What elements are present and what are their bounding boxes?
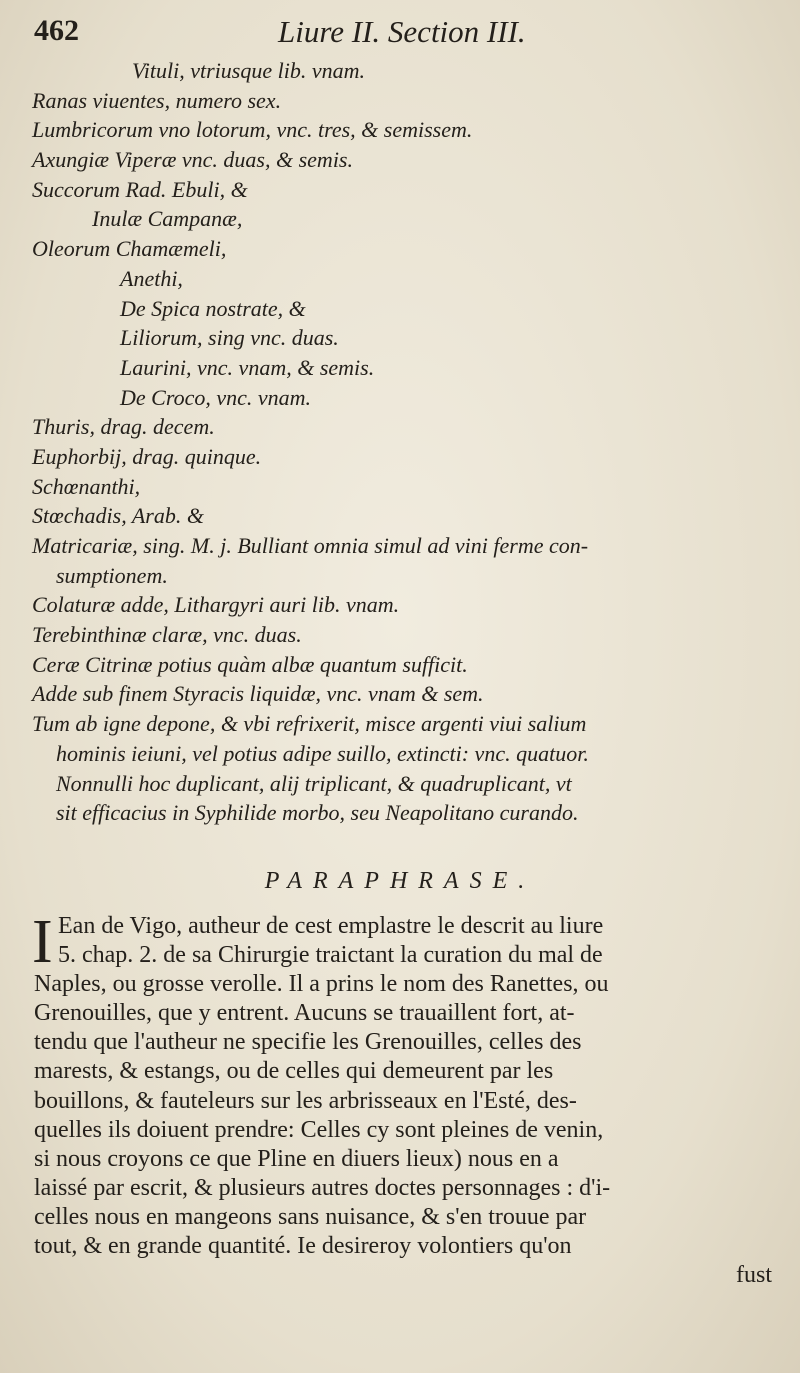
recipe-line: Thuris, drag. decem. [32, 414, 215, 440]
paragraph-line: celles nous en mangeons sans nuisance, & s'en trouue par [34, 1203, 587, 1230]
recipe-line: Matricariæ, sing. M. j. Bulliant omnia simul ad vini ferme con- [32, 533, 589, 558]
paragraph-line: Naples, ou grosse verolle. Il a prins le nom des Ranettes, ou [34, 971, 609, 998]
recipe-line: Oleorum Chamæmeli, [32, 236, 227, 262]
paraphrase-heading: PARAPHRASE. [264, 868, 536, 894]
recipe-line: sit efficacius in Syphilide morbo, seu Neapolitano curando. [56, 800, 579, 826]
paragraph-line: marests, & estangs, ou de celles qui demeurent par les [34, 1058, 554, 1085]
paragraph-line: bouillons, & fauteleurs sur les arbrisseaux en l'Esté, des- [34, 1087, 577, 1114]
recipe-line: Ceræ Citrinæ potius quàm albæ quantum sufficit. [32, 651, 468, 677]
recipe-line: De Croco, vnc. vnam. [120, 384, 312, 410]
recipe-line: Axungiæ Viperæ vnc. duas, & semis. [32, 147, 353, 173]
page-number: 462 [34, 14, 79, 47]
paragraph-line: quelles ils doiuent prendre: Celles cy sont pleines de venin, [34, 1116, 604, 1143]
recipe-line: Lumbricorum vno lotorum, vnc. tres, & semissem. [32, 117, 473, 143]
page-header [34, 14, 774, 54]
running-title: Liure II. Section III. [278, 14, 526, 49]
french-paragraph [32, 908, 790, 1290]
recipe-line: Laurini, vnc. vnam, & semis. [120, 354, 375, 380]
paragraph-line: si nous croyons ce que Pline en diuers lieux) nous en a [34, 1145, 559, 1172]
latin-recipe [32, 56, 792, 828]
recipe-line: Colaturæ adde, Lithargyri auri lib. vnam. [32, 592, 400, 618]
catchword: fust [736, 1262, 772, 1289]
recipe-line: Tum ab igne depone, & vbi refrixerit, misce argenti viui salium [32, 711, 587, 737]
recipe-line: Ranas viuentes, numero sex. [32, 87, 282, 113]
recipe-line: Vituli, vtriusque lib. vnam. [132, 58, 366, 83]
paragraph-line: tout, & en grande quantité. Ie desireroy volontiers qu'on [34, 1233, 572, 1260]
recipe-line: Liliorum, sing vnc. duas. [120, 325, 339, 351]
paragraph-line: Ean de Vigo, autheur de cest emplastre le descrit au liure [58, 913, 604, 939]
paragraph-line: tendu que l'autheur ne specifie les Grenouilles, celles des [34, 1029, 582, 1056]
recipe-line: Anethi, [120, 265, 183, 291]
drop-cap: I [32, 908, 53, 976]
paragraph-line: 5. chap. 2. de sa Chirurgie traictant la curation du mal de [58, 942, 603, 969]
recipe-line: Nonnulli hoc duplicant, alij triplicant, & quadruplicant, vt [56, 770, 572, 796]
recipe-line: Euphorbij, drag. quinque. [32, 443, 262, 469]
recipe-line: Terebinthinæ claræ, vnc. duas. [32, 622, 302, 648]
recipe-line: Inulæ Campanæ, [92, 206, 243, 232]
recipe-line: Adde sub finem Styracis liquidæ, vnc. vnam & sem. [32, 681, 484, 707]
recipe-line: De Spica nostrate, & [120, 295, 306, 321]
recipe-line: hominis ieiuni, vel potius adipe suillo, extincti: vnc. quatuor. [56, 740, 589, 766]
recipe-line: Stœchadis, Arab. & [32, 503, 204, 529]
recipe-line: Schœnanthi, [32, 473, 141, 499]
recipe-line: sumptionem. [56, 562, 168, 588]
paragraph-line: laissé par escrit, & plusieurs autres doctes personnages : d'i- [34, 1174, 611, 1201]
paragraph-line: Grenouilles, que y entrent. Aucuns se trauaillent fort, at- [34, 1000, 575, 1027]
recipe-line: Succorum Rad. Ebuli, & [32, 176, 248, 202]
